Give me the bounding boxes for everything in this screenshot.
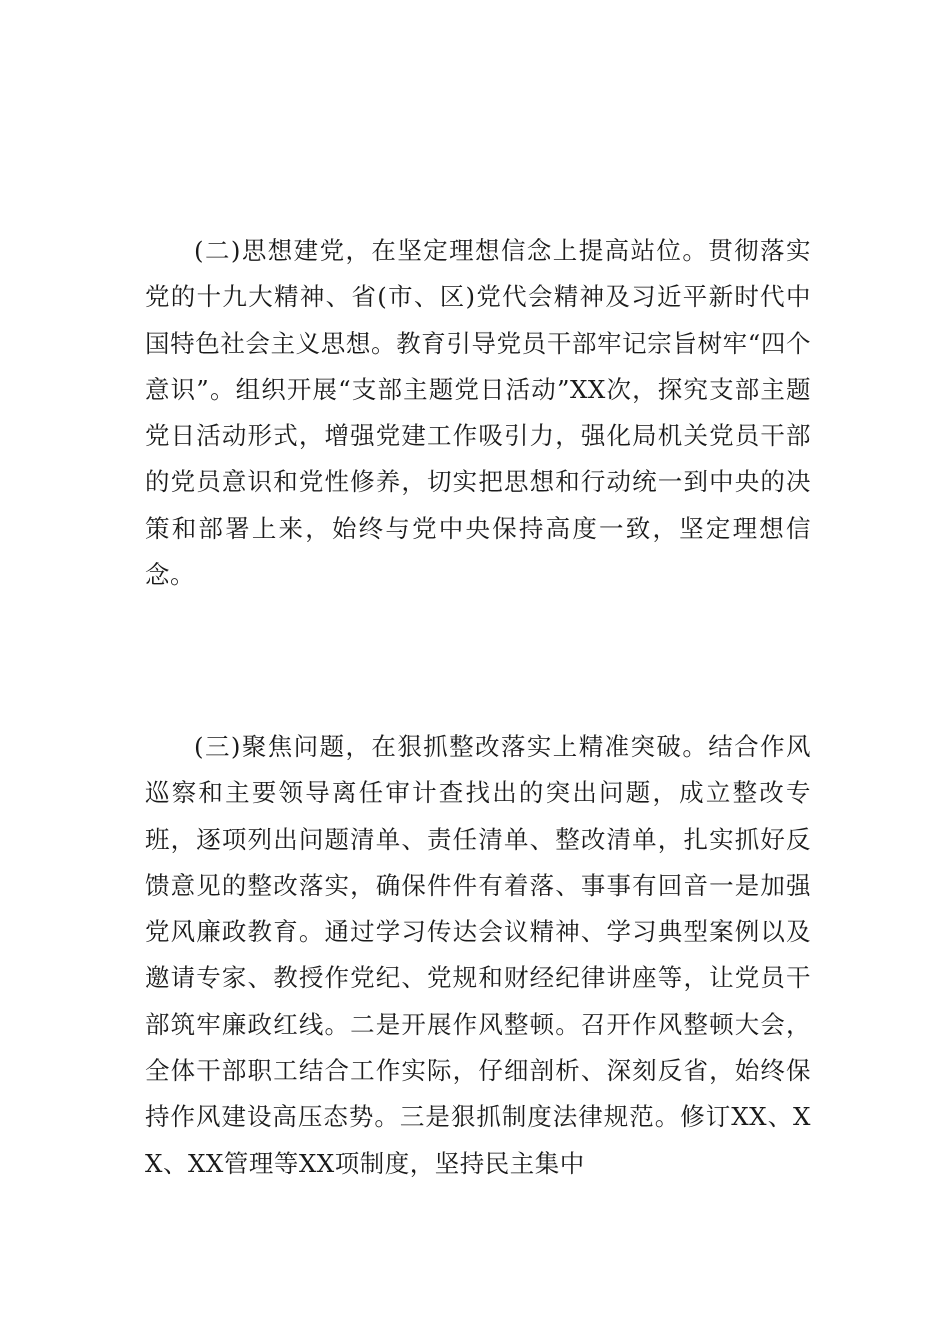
paragraph-ideological-party-building: (二)思想建党，在坚定理想信念上提高站位。贯彻落实党的十九大精神、省(市、区)党代会精神及习近平新时代中国特色社会主义思想。教育引导党员干部牢记宗旨树牢“四个意识”。组织开展“支部主题党日活动”XX次，探究支部主题党日活动形式，增强党建工作吸引力，强化局机关党员干部的党员意识和党性修养，切实把思想和行动统一到中央的决策和部署上来，始终与党中央保持高度一致，坚定理想信念。 <box>145 236 811 590</box>
paragraph-focus-on-problems: (三)聚焦问题，在狠抓整改落实上精准突破。结合作风巡察和主要领导离任审计查找出的突出问题，成立整改专班，逐项列出问题清单、责任清单、整改清单，扎实抓好反馈意见的整改落实，确保件件有着落、事事有回音一是加强党风廉政教育。通过学习传达会议精神、学习典型案例以及邀请专家、教授作党纪、党规和财经纪律讲座等，让党员干部筑牢廉政红线。二是开展作风整顿。召开作风整顿大会，全体干部职工结合工作实际，仔细剖析、深刻反省，始终保持作风建设高压态势。三是狠抓制度法律规范。修订XX、XX、XX管理等XX项制度，坚持民主集中 <box>145 732 811 1178</box>
